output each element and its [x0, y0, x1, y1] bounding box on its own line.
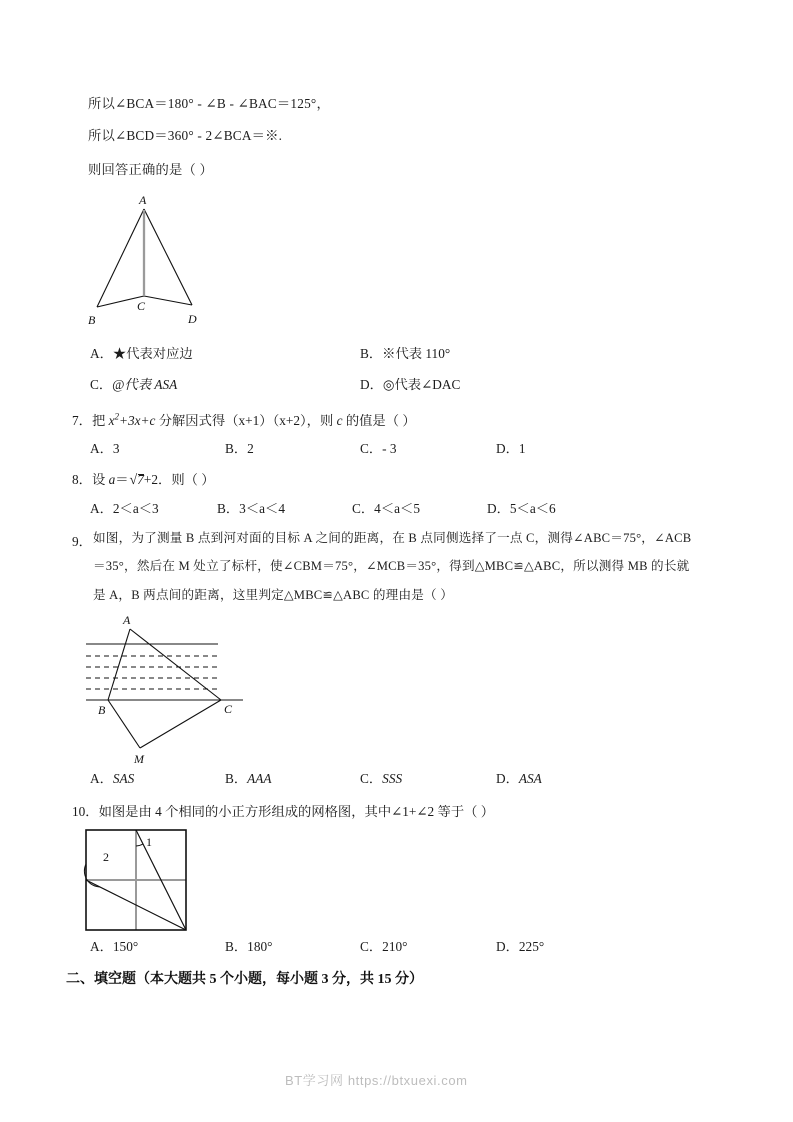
- q6-option-c-key: C．: [90, 377, 113, 392]
- q6-option-a[interactable]: [90, 343, 193, 362]
- figure-river-measure: [78, 612, 293, 767]
- q9-option-d[interactable]: [496, 768, 542, 787]
- q10-option-b-key: B．: [225, 939, 248, 954]
- q10-option-b-text: 180°: [247, 939, 273, 954]
- q8-stem-b: +2．则（ ）: [143, 472, 215, 487]
- figure-label-c: C: [224, 702, 233, 716]
- q6-option-c-text: @代表 ASA: [112, 377, 178, 392]
- q7-option-c-text: - 3: [382, 441, 397, 456]
- q9-option-c-key: C．: [360, 771, 383, 786]
- q7-option-b-text: 2: [247, 441, 254, 456]
- q7-option-b[interactable]: [225, 438, 254, 457]
- q7-option-d[interactable]: [496, 438, 526, 457]
- q9-stem-line-3: 是 A，B 两点间的距离，这里判定△MBC≌△ABC 的理由是（ ）: [93, 588, 453, 602]
- q8-option-c-text: 4＜a＜5: [374, 501, 420, 516]
- q10-option-a-text: 150°: [112, 939, 139, 954]
- q9-option-a[interactable]: [90, 768, 134, 787]
- q7-option-b-key: B．: [225, 441, 248, 456]
- q7-stem: [72, 410, 416, 429]
- q10-number: 10．: [72, 804, 99, 819]
- figure-label-a: A: [123, 613, 131, 627]
- q9-options-row: [0, 768, 793, 788]
- q6-option-d-key: D．: [360, 377, 383, 392]
- q6-option-b-key: B．: [360, 346, 383, 361]
- figure-square-grid: [84, 828, 199, 936]
- q9-option-d-text: ASA: [518, 771, 542, 786]
- q9-option-c-text: SSS: [382, 771, 403, 786]
- q9-option-d-key: D．: [496, 771, 519, 786]
- carryover-line-2: 所以∠BCD＝360° - 2∠BCA＝※.: [88, 128, 283, 143]
- q7-option-d-key: D．: [496, 441, 519, 456]
- q9-option-b-key: B．: [225, 771, 248, 786]
- q8-option-a-text: 2＜a＜3: [112, 501, 159, 516]
- carryover-line-3: 则回答正确的是（ ）: [88, 162, 213, 177]
- q8-stem-eq: ＝: [115, 472, 129, 487]
- figure-label-a: A: [139, 193, 147, 207]
- q10-stem-text: 如图是由 4 个相同的小正方形组成的网格图，其中∠1+∠2 等于（ ）: [98, 804, 495, 819]
- q8-option-d-key: D．: [487, 501, 510, 516]
- q7-stem-a: 把: [91, 413, 109, 428]
- q6-option-b[interactable]: [360, 343, 450, 362]
- figure-label-b: B: [98, 703, 106, 717]
- q7-option-c-key: C．: [360, 441, 383, 456]
- q8-option-c[interactable]: [352, 498, 420, 517]
- q7-stem-x: x: [108, 413, 115, 428]
- q8-stem-var: a: [108, 472, 116, 487]
- q6-option-b-text: ※代表 110°: [382, 346, 451, 361]
- q10-option-a[interactable]: [90, 936, 138, 955]
- q10-option-d-key: D．: [496, 939, 519, 954]
- q10-option-d[interactable]: [496, 936, 544, 955]
- q8-option-d[interactable]: [487, 498, 556, 517]
- q6-option-c[interactable]: [90, 374, 177, 393]
- q8-radicand: 7: [137, 472, 144, 487]
- q9-option-a-key: A．: [90, 771, 113, 786]
- footer-watermark: BT学习网 https://btxuexi.com: [285, 1073, 468, 1088]
- q6-option-d[interactable]: [360, 374, 460, 393]
- q7-stem-d: 的值是（ ）: [342, 413, 416, 428]
- figure-label-m: M: [134, 752, 144, 766]
- q8-option-b-key: B．: [217, 501, 240, 516]
- figure-angle-label-2: 2: [103, 850, 109, 864]
- q9-stem-line-1: 如图，为了测量 B 点到河对面的目标 A 之间的距离，在 B 点同侧选择了一点 C，测得∠ABC＝75°，∠ACB: [93, 531, 692, 545]
- q10-option-c[interactable]: [360, 936, 407, 955]
- q7-option-a-text: 3: [112, 441, 120, 456]
- q7-number: 7．: [72, 413, 92, 428]
- figure-label-c: C: [137, 299, 146, 313]
- q8-option-b[interactable]: [217, 498, 285, 517]
- q9-option-b[interactable]: [225, 768, 272, 787]
- q10-option-b[interactable]: [225, 936, 272, 955]
- q7-stem-b: +3x+c: [118, 413, 156, 428]
- figure-label-d: D: [188, 312, 197, 326]
- q10-options-row: [0, 936, 793, 956]
- q7-option-c[interactable]: [360, 438, 397, 457]
- q10-option-a-key: A．: [90, 939, 113, 954]
- q6-options-row-2: [0, 374, 793, 394]
- q8-stem-a: 设: [91, 472, 109, 487]
- q10-option-d-text: 225°: [518, 939, 545, 954]
- q8-option-a-key: A．: [90, 501, 113, 516]
- q8-option-d-text: 5＜a＜6: [509, 501, 556, 516]
- section-two-heading: 二、填空题（本大题共 5 个小题，每小题 3 分，共 15 分）: [66, 972, 423, 987]
- q8-option-b-text: 3＜a＜4: [239, 501, 285, 516]
- figure-label-b: B: [88, 313, 96, 327]
- q7-option-d-text: 1: [518, 441, 526, 456]
- q8-radical: √7: [129, 472, 144, 488]
- q8-stem: [72, 469, 215, 489]
- q6-options-row-1: [0, 343, 793, 363]
- q8-number: 8．: [72, 472, 92, 487]
- q9-option-b-text: AAA: [247, 771, 272, 786]
- figure-triangle-abd: [80, 192, 230, 330]
- q9-option-a-text: SAS: [112, 771, 135, 786]
- q9-number: 9．: [72, 534, 92, 549]
- q7-options-row: [0, 438, 793, 458]
- q8-options-row: [0, 498, 793, 518]
- q7-stem-var: c: [336, 413, 343, 428]
- q7-stem-c: 分解因式得（x+1）（x+2），则: [155, 413, 337, 428]
- q6-option-a-text: ★代表对应边: [112, 346, 193, 361]
- q6-option-d-text: ◎代表∠DAC: [382, 377, 461, 392]
- q7-stem-exponent: 2: [114, 411, 119, 422]
- q7-option-a-key: A．: [90, 441, 113, 456]
- q10-option-c-text: 210°: [382, 939, 408, 954]
- q9-option-c[interactable]: [360, 768, 402, 787]
- q8-option-c-key: C．: [352, 501, 375, 516]
- figure-angle-label-1: 1: [146, 835, 152, 849]
- q8-option-a[interactable]: [90, 498, 159, 517]
- q6-option-a-key: A．: [90, 346, 113, 361]
- q10-option-c-key: C．: [360, 939, 383, 954]
- q7-option-a[interactable]: [90, 438, 120, 457]
- q9-stem-line-2: ＝35°，然后在 M 处立了标杆，使∠CBM＝75°，∠MCB＝35°，得到△MBC≌△ABC，所以测得 MB 的长就: [93, 559, 690, 573]
- q10-stem: [72, 801, 494, 820]
- carryover-line-1: 所以∠BCA＝180° - ∠B - ∠BAC＝125°，: [88, 96, 330, 111]
